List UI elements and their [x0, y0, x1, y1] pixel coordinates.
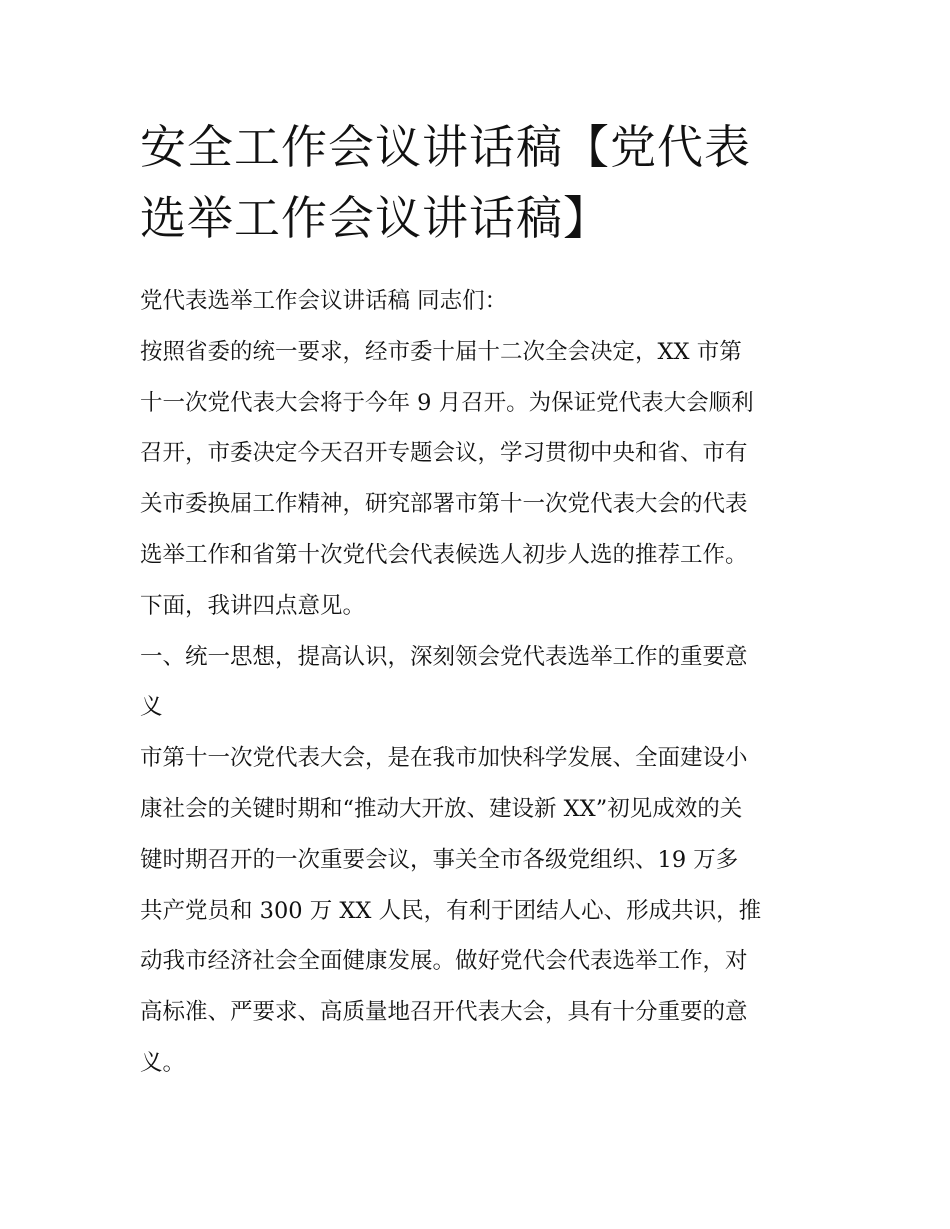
body-line: 共产党员和 300 万 XX 人民，有利于团结人心、形成共识，推 — [140, 897, 762, 924]
document-body — [140, 276, 820, 1089]
body-line: 市第十一次党代表大会，是在我市加快科学发展、全面建设小 — [140, 745, 748, 772]
body-line: 动我市经济社会全面健康发展。做好党代会代表选举工作，对 — [140, 948, 748, 975]
body-line: 高标准、严要求、高质量地召开代表大会，具有十分重要的意 — [140, 999, 748, 1026]
title-line: 安全工作会议讲话稿【党代表 — [140, 120, 751, 174]
body-line: 选举工作和省第十次党代会代表候选人初步人选的推荐工作。 — [140, 541, 748, 568]
body-line: 党代表选举工作会议讲话稿 同志们： — [140, 288, 508, 314]
body-line: 一、统一思想，提高认识，深刻领会党代表选举工作的重要意 — [140, 643, 748, 670]
body-line: 义 — [140, 694, 163, 721]
document-title — [140, 112, 820, 254]
body-line: 按照省委的统一要求，经市委十届十二次全会决定，XX 市第 — [140, 338, 742, 365]
title-line: 选举工作会议讲话稿】 — [140, 191, 610, 245]
body-line: 键时期召开的一次重要会议，事关全市各级党组织、19 万多 — [140, 846, 739, 873]
body-line: 十一次党代表大会将于今年 9 月召开。为保证党代表大会顺利 — [140, 389, 754, 416]
body-line: 义。 — [140, 1049, 186, 1076]
body-line: 召开，市委决定今天召开专题会议，学习贯彻中央和省、市有 — [140, 440, 748, 467]
body-line: 下面，我讲四点意见。 — [140, 592, 366, 619]
body-line: 关市委换届工作精神，研究部署市第十一次党代表大会的代表 — [140, 491, 748, 518]
body-line: 康社会的关键时期和“推动大开放、建设新 XX”初见成效的关 — [140, 795, 743, 822]
